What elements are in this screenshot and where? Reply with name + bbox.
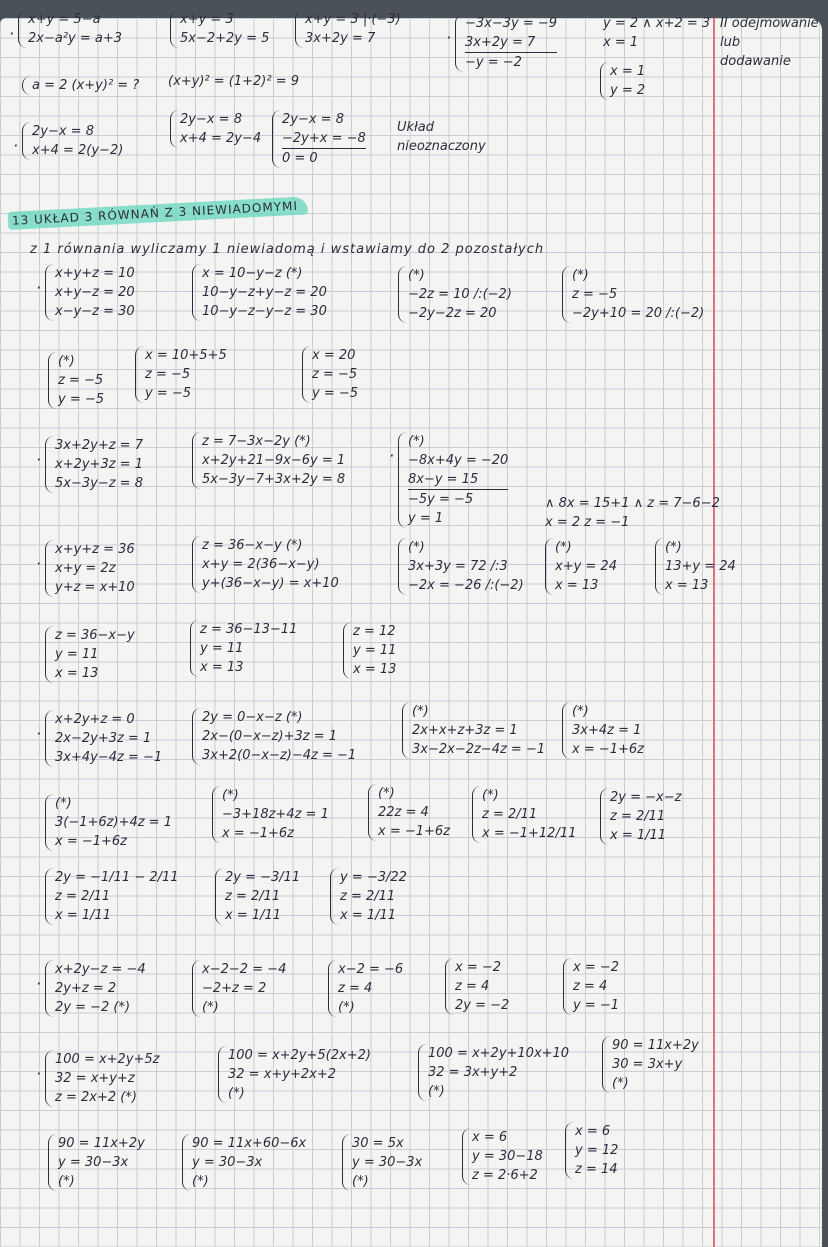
equation-line: · (*) bbox=[408, 434, 425, 449]
equation-line: · x+2y+z = 0 bbox=[55, 712, 135, 727]
equation-line: z = 4 bbox=[338, 981, 373, 996]
equation-line: z = 4 bbox=[573, 979, 608, 994]
equation-system bbox=[212, 786, 329, 843]
equation-line: 3(−1+6z)+4z = 1 bbox=[55, 815, 172, 830]
equation-line: x = −2 bbox=[573, 960, 620, 975]
equation-system bbox=[45, 794, 172, 851]
equation-line: x+y = 2z bbox=[55, 561, 116, 576]
equation-system bbox=[45, 626, 135, 683]
equation-line: y = 11 bbox=[353, 643, 397, 658]
equation-line: x = 1/11 bbox=[55, 908, 112, 923]
equation-line: y = −1 bbox=[573, 998, 620, 1013]
equation-system bbox=[565, 1122, 618, 1179]
equation-line: x+y = 2(36−x−y) bbox=[202, 557, 320, 572]
equation-line: (*) bbox=[192, 1174, 209, 1189]
equation-line: a = 2 (x+y)² = ? bbox=[32, 78, 140, 93]
notebook-page bbox=[0, 12, 822, 1247]
equation-line: z = 12 bbox=[353, 624, 396, 639]
equation-line: y = −5 bbox=[58, 392, 105, 407]
equation-line: x = 10−y−z (*) bbox=[202, 266, 303, 281]
equation-line: x = −1+6z bbox=[55, 834, 128, 849]
equation-line: x = 1/11 bbox=[225, 908, 282, 923]
equation-line: · x+2y−z = −4 bbox=[55, 962, 146, 977]
equation-line: z = 2/11 bbox=[55, 889, 111, 904]
equation-line: −2z = 10 /:(−2) bbox=[408, 287, 512, 302]
equation-system bbox=[192, 960, 286, 1017]
equation-line: 5x−3y−7+3x+2y = 8 bbox=[202, 472, 346, 487]
equation-line: 100 = x+2y+10x+10 bbox=[428, 1046, 570, 1061]
equation-line: dodawanie bbox=[720, 54, 791, 69]
equation-line: (*) bbox=[665, 540, 682, 555]
equation-line: −2y−2z = 20 bbox=[408, 306, 497, 321]
equation-system bbox=[343, 622, 396, 679]
equation-line: y+z = x+10 bbox=[55, 580, 135, 595]
equation-line: (*) bbox=[378, 786, 395, 801]
equation-line: z = 2·6+2 bbox=[472, 1168, 538, 1183]
equation-line: x+y−z = 20 bbox=[55, 285, 135, 300]
equation-system bbox=[562, 702, 644, 759]
equation-line: 2x−(0−x−z)+3z = 1 bbox=[202, 729, 337, 744]
equation-line: 0 = 0 bbox=[282, 148, 366, 168]
equation-line: −2y+10 = 20 /:(−2) bbox=[572, 306, 705, 321]
equation-line: x+4 = 2(y−2) bbox=[32, 143, 124, 158]
equation-line: 3x+4z = 1 bbox=[572, 723, 642, 738]
equation-line: 2x+x+z+3z = 1 bbox=[412, 723, 518, 738]
equation-system bbox=[18, 10, 122, 48]
equation-line: z = 36−13−11 bbox=[200, 622, 298, 637]
equation-line: (*) bbox=[228, 1086, 245, 1101]
margin-line bbox=[713, 18, 715, 1247]
equation-system bbox=[472, 786, 576, 843]
equation-line: (x+y)² = (1+2)² = 9 bbox=[168, 74, 300, 89]
equation-line: x = 20 bbox=[312, 348, 356, 363]
equation-line: z = 2x+2 (*) bbox=[55, 1090, 137, 1105]
equation-line: 2y−x = 8 bbox=[180, 112, 242, 127]
equation-line: x = −2 bbox=[455, 960, 502, 975]
equation-line: (*) bbox=[408, 268, 425, 283]
equation-system bbox=[330, 868, 407, 925]
equation-line: x = 1 bbox=[610, 64, 646, 79]
equation-system bbox=[45, 868, 179, 925]
equation-line: x−2 = −6 bbox=[338, 962, 404, 977]
equation-line: x = 13 bbox=[200, 660, 244, 675]
equation-line: · x+y = 5−a bbox=[28, 12, 101, 27]
equation-line: z = 4 bbox=[455, 979, 490, 994]
equation-line: (*) bbox=[408, 540, 425, 555]
equation-line: 13+y = 24 bbox=[665, 559, 736, 574]
equation-system bbox=[45, 960, 146, 1017]
equation-line: x+4 = 2y−4 bbox=[180, 131, 262, 146]
equation-system bbox=[192, 432, 345, 489]
equation-system bbox=[48, 352, 104, 409]
equation-system bbox=[455, 14, 557, 72]
equation-line: x−2−2 = −4 bbox=[202, 962, 287, 977]
equation-line: (*) bbox=[412, 704, 429, 719]
equation-line: y = 2 ∧ x+2 = 3 bbox=[603, 16, 711, 31]
equation-system bbox=[192, 536, 339, 593]
equation-line: 2y = −2 (*) bbox=[55, 1000, 131, 1015]
equation-line: z = 2/11 bbox=[225, 889, 281, 904]
equation-line: z = 7−3x−2y (*) bbox=[202, 434, 311, 449]
equation-line: 2y = −1/11 − 2/11 bbox=[55, 870, 179, 885]
equation-system bbox=[562, 266, 704, 323]
equation-system bbox=[170, 10, 269, 48]
equation-line: ∧ 8x = 15+1 ∧ z = 7−6−2 bbox=[545, 496, 720, 511]
section-title: UKŁAD 3 RÓWNAŃ Z 3 NIEWIADOMYMI bbox=[33, 198, 299, 227]
equation-line: 30 = 3x+y bbox=[612, 1057, 683, 1072]
equation-line: x = 13 bbox=[353, 662, 397, 677]
equation-line: x = 13 bbox=[665, 578, 709, 593]
equation-line: z = 14 bbox=[575, 1162, 618, 1177]
equation-line: 3x+2y = 7 bbox=[305, 31, 376, 46]
equation-note bbox=[720, 14, 819, 71]
equation-line: y+(36−x−y) = x+10 bbox=[202, 576, 339, 591]
equation-line: y = 11 bbox=[200, 641, 244, 656]
equation-line: (*) bbox=[352, 1174, 369, 1189]
equation-line: (*) bbox=[428, 1084, 445, 1099]
equation-system bbox=[45, 710, 162, 767]
equation-system bbox=[600, 788, 681, 845]
equation-system bbox=[418, 1044, 569, 1101]
equation-note bbox=[168, 72, 299, 91]
equation-line: 30 = 5x bbox=[352, 1136, 404, 1151]
equation-system bbox=[462, 1128, 543, 1185]
equation-line: z = −5 bbox=[312, 367, 358, 382]
equation-line: x = 10+5+5 bbox=[145, 348, 227, 363]
equation-line: 2y+z = 2 bbox=[55, 981, 117, 996]
equation-line: y = 30−3x bbox=[192, 1155, 263, 1170]
equation-line: x = 1/11 bbox=[610, 828, 667, 843]
equation-line: 90 = 11x+60−6x bbox=[192, 1136, 307, 1151]
equation-line: x+y = 3 |·(−3) bbox=[305, 12, 401, 27]
equation-line: −2+z = 2 bbox=[202, 981, 267, 996]
equation-line: y = 2 bbox=[610, 83, 646, 98]
section-heading bbox=[8, 196, 309, 230]
equation-system bbox=[545, 538, 617, 595]
equation-line: 100 = x+2y+5(2x+2) bbox=[228, 1048, 371, 1063]
equation-line: Układ bbox=[397, 120, 434, 135]
equation-line: 3x+2(0−x−z)−4z = −1 bbox=[202, 748, 357, 763]
equation-line: x−y−z = 30 bbox=[55, 304, 135, 319]
equation-system bbox=[22, 122, 123, 160]
equation-system bbox=[602, 1036, 699, 1093]
equation-line: x = 2 z = −1 bbox=[545, 515, 630, 530]
equation-line: x+2y+21−9x−6y = 1 bbox=[202, 453, 346, 468]
method-description: z 1 równania wyliczamy 1 niewiadomą i wstawiamy do 2 pozostałych bbox=[30, 242, 545, 257]
equation-system bbox=[190, 620, 297, 677]
equation-line: z = −5 bbox=[572, 287, 618, 302]
section-number: 13 bbox=[11, 212, 30, 228]
equation-system bbox=[45, 1050, 160, 1107]
equation-system bbox=[215, 868, 300, 925]
equation-line: lub bbox=[720, 35, 741, 50]
equation-line: (*) bbox=[58, 1174, 75, 1189]
equation-system bbox=[302, 346, 358, 403]
equation-line: 32 = 3x+y+2 bbox=[428, 1065, 518, 1080]
equation-line: y = −3/22 bbox=[340, 870, 407, 885]
equation-line: 3x+2y = 7 bbox=[465, 35, 536, 50]
equation-line: y = 1 bbox=[408, 511, 444, 526]
equation-system bbox=[655, 538, 736, 595]
equation-line: 2y = −3/11 bbox=[225, 870, 301, 885]
equation-system bbox=[218, 1046, 371, 1103]
equation-line: y = −5 bbox=[145, 386, 192, 401]
equation-line: −5y = −5 bbox=[408, 489, 508, 509]
equation-system bbox=[445, 958, 509, 1015]
equation-line: 3x+4y−4z = −1 bbox=[55, 750, 163, 765]
equation-line: 2y−x = 8 bbox=[282, 112, 344, 127]
equation-line: (*) bbox=[612, 1076, 629, 1091]
equation-line: y = 30−3x bbox=[58, 1155, 129, 1170]
equation-line: (*) bbox=[58, 354, 75, 369]
equation-line: y = 11 bbox=[55, 647, 99, 662]
equation-line: x = 13 bbox=[555, 578, 599, 593]
equation-line: nieoznaczony bbox=[397, 139, 486, 154]
equation-note bbox=[603, 14, 710, 52]
equation-line: x = 1/11 bbox=[340, 908, 397, 923]
equation-system bbox=[272, 110, 366, 168]
equation-system bbox=[402, 702, 545, 759]
equation-line: x = −1+12/11 bbox=[482, 826, 577, 841]
equation-system bbox=[398, 432, 508, 528]
equation-line: · 2y−x = 8 bbox=[32, 124, 94, 139]
equation-system bbox=[328, 960, 403, 1017]
equation-line: · x+y+z = 36 bbox=[55, 542, 135, 557]
equation-line: y = 30−18 bbox=[472, 1149, 543, 1164]
equation-line: z = 36−x−y (*) bbox=[202, 538, 303, 553]
equation-line: II odejmowanie bbox=[720, 16, 819, 31]
equation-system bbox=[342, 1134, 422, 1191]
equation-line: (*) bbox=[572, 268, 589, 283]
equation-line: x = 1 bbox=[603, 35, 639, 50]
equation-line: x = 6 bbox=[472, 1130, 508, 1145]
equation-line: y = −5 bbox=[312, 386, 359, 401]
equation-line: z = 2/11 bbox=[340, 889, 396, 904]
equation-line: z = −5 bbox=[58, 373, 104, 388]
equation-line: 5x−3y−z = 8 bbox=[55, 476, 143, 491]
equation-note bbox=[545, 494, 720, 532]
equation-line: 32 = x+y+2x+2 bbox=[228, 1067, 336, 1082]
equation-line: z = 2/11 bbox=[482, 807, 538, 822]
equation-system bbox=[192, 708, 356, 765]
equation-line: x = 6 bbox=[575, 1124, 611, 1139]
equation-line: z = 36−x−y bbox=[55, 628, 135, 643]
equation-line: 2x−a²y = a+3 bbox=[28, 31, 123, 46]
equation-line: z = 2/11 bbox=[610, 809, 666, 824]
equation-line: x = −1+6z bbox=[378, 824, 451, 839]
equation-line: −8x+4y = −20 bbox=[408, 453, 509, 468]
equation-line: 3x−2x−2z−4z = −1 bbox=[412, 742, 546, 757]
equation-system bbox=[45, 436, 143, 493]
equation-line: · 3x+2y+z = 7 bbox=[55, 438, 143, 453]
equation-line: 90 = 11x+2y bbox=[612, 1038, 699, 1053]
equation-line: (*) bbox=[555, 540, 572, 555]
equation-system bbox=[398, 538, 524, 595]
equation-system bbox=[135, 346, 227, 403]
equation-system bbox=[170, 110, 261, 148]
equation-note bbox=[397, 118, 486, 156]
equation-line: (*) bbox=[338, 1000, 355, 1015]
equation-system bbox=[295, 10, 401, 48]
equation-line: 2y = −2 bbox=[455, 998, 510, 1013]
equation-line: 2x−2y+3z = 1 bbox=[55, 731, 152, 746]
equation-line: 10−y−z−y−z = 30 bbox=[202, 304, 327, 319]
equation-system bbox=[398, 266, 512, 323]
equation-line: x = −1+6z bbox=[222, 826, 295, 841]
equation-line: 3x+3y = 72 /:3 bbox=[408, 559, 508, 574]
equation-system bbox=[45, 540, 135, 597]
equation-line: · 100 = x+2y+5z bbox=[55, 1052, 160, 1067]
equation-line: 2y = −x−z bbox=[610, 790, 682, 805]
equation-line: (*) bbox=[55, 796, 72, 811]
equation-line: y = 12 bbox=[575, 1143, 619, 1158]
equation-line: −y = −2 bbox=[465, 52, 557, 72]
equation-system bbox=[368, 784, 450, 841]
equation-system bbox=[45, 264, 135, 321]
equation-line: 22z = 4 bbox=[378, 805, 429, 820]
equation-line: (*) bbox=[482, 788, 499, 803]
equation-line: x = −1+6z bbox=[572, 742, 645, 757]
equation-line: (*) bbox=[572, 704, 589, 719]
equation-line: x+y = 24 bbox=[555, 559, 617, 574]
equation-line: −2y+x = −8 bbox=[282, 131, 366, 146]
equation-line: 10−y−z+y−z = 20 bbox=[202, 285, 327, 300]
equation-line: · x+y+z = 10 bbox=[55, 266, 135, 281]
equation-line: −3+18z+4z = 1 bbox=[222, 807, 329, 822]
equation-line: 2y = 0−x−z (*) bbox=[202, 710, 303, 725]
equation-line: z = −5 bbox=[145, 367, 191, 382]
equation-line: 8x−y = 15 bbox=[408, 472, 479, 487]
equation-system bbox=[48, 1134, 145, 1191]
equation-system bbox=[600, 62, 645, 100]
equation-line: (*) bbox=[222, 788, 239, 803]
equation-line: 32 = x+y+z bbox=[55, 1071, 135, 1086]
equation-line: x+2y+3z = 1 bbox=[55, 457, 143, 472]
equation-line: x+y = 3 bbox=[180, 12, 234, 27]
equation-line: y = 30−3x bbox=[352, 1155, 423, 1170]
equation-line: (*) bbox=[202, 1000, 219, 1015]
equation-line: 90 = 11x+2y bbox=[58, 1136, 145, 1151]
equation-line: 5x−2+2y = 5 bbox=[180, 31, 270, 46]
equation-system bbox=[22, 76, 139, 95]
equation-line: x = 13 bbox=[55, 666, 99, 681]
equation-system bbox=[182, 1134, 306, 1191]
equation-system bbox=[563, 958, 619, 1015]
equation-line: · −3x−3y = −9 bbox=[465, 16, 558, 31]
equation-line: −2x = −26 /:(−2) bbox=[408, 578, 524, 593]
equation-system bbox=[192, 264, 327, 321]
